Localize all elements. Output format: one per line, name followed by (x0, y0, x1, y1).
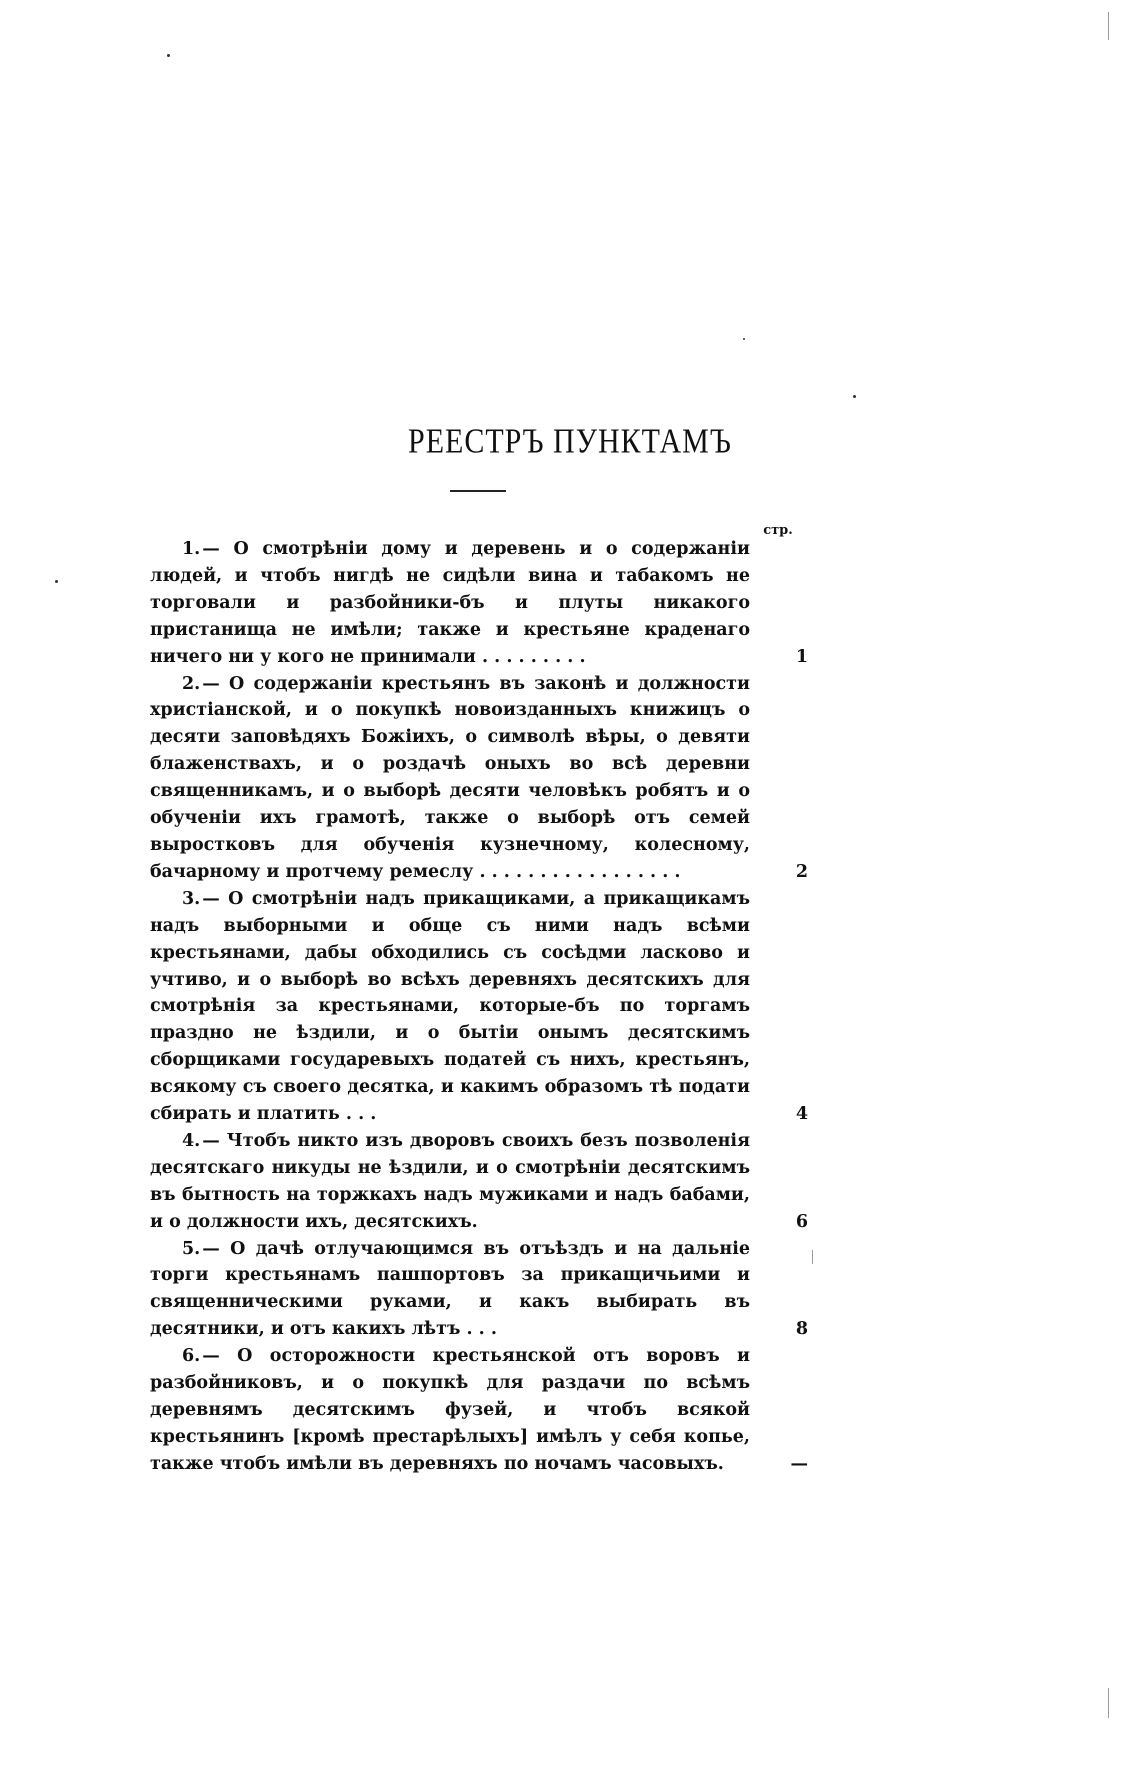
entry-number: 4. (182, 1130, 201, 1151)
contents-list (150, 536, 810, 1478)
contents-entry-4 (150, 1128, 810, 1236)
entry-number: 6. (182, 1346, 201, 1367)
entry-number: 5. (182, 1238, 201, 1259)
contents-entry-5 (150, 1236, 810, 1344)
contents-entry-3 (150, 886, 810, 1128)
scan-margin-mark (812, 1250, 813, 1264)
entry-page-number: 6 (795, 1211, 808, 1232)
page-title: РЕЕСТРЪ ПУНКТАМЪ (408, 422, 732, 461)
contents-entry-1 (150, 536, 810, 671)
entry-text: — О дачѣ отлучающимся въ отъѣздъ и на дальніе торги крестьянамъ пашпортовъ за прикащичьими и священническими руками, и какъ выбирать въ десятники, и отъ какихъ лѣтъ . . . (150, 1238, 750, 1340)
entry-text: — О содержаніи крестьянъ въ законѣ и должности христіанской, и о покупкѣ новоизданныхъ книжицъ о десяти заповѣдяхъ Божіихъ, о символѣ вѣры, о девяти блаженствахъ, и о роздачѣ оныхъ во всѣ деревни священникамъ, и о выборѣ десяти человѣкъ робятъ и о обученіи ихъ грамотѣ, также о выборѣ отъ семей выростковъ для обученія кузнечному, колесному, бачарному и протчему ремеслу . . . . . . . . . . . . . . . . . (150, 673, 750, 882)
scan-speck (743, 338, 745, 340)
entry-page-number: 4 (795, 1104, 808, 1125)
entry-page-number: 1 (795, 646, 808, 667)
scan-speck (167, 54, 170, 57)
entry-text: — Чтобъ никто изъ дворовъ своихъ безъ позволенія десятскаго никуды не ѣздили, и о смотрѣніи десятскимъ въ бытность на торжкахъ надъ мужиками и надъ бабами, и о должности ихъ, десятскихъ. (150, 1130, 750, 1232)
scan-speck (55, 580, 58, 583)
scan-margin-mark (1108, 12, 1109, 40)
entry-text: — О осторожности крестьянской отъ воровъ и разбойниковъ, и о покупкѣ для раздачи по всѣмъ деревнямъ десятскимъ фузей, и чтобъ всякой крестьянинъ [кромѣ престарѣлыхъ] имѣлъ у себя копье, также чтобъ имѣли въ деревняхъ по ночамъ часовыхъ. (150, 1346, 750, 1474)
entry-number: 3. (182, 888, 201, 909)
entry-text: — О смотрѣніи надъ прикащиками, а прикащикамъ надъ выборными и обще съ ними надъ всѣми крестьянами, дабы обходились съ сосѣдми ласково и учтиво, и о выборѣ во всѣхъ деревняхъ десятскихъ для смотрѣнія за крестьянами, которые-бъ по торгамъ праздно не ѣздили, и о бытіи онымъ десятскимъ сборщиками государевыхъ податей съ нихъ, крестьянъ, всякому съ своего десятка, и какимъ образомъ тѣ подати сбирать и платить . . . (150, 888, 750, 1125)
page-column-header: стр. (763, 523, 793, 538)
entry-page-number: 8 (795, 1319, 808, 1340)
scan-margin-mark (1108, 1688, 1109, 1718)
entry-number: 2. (182, 673, 201, 694)
entry-page-number: — (790, 1453, 808, 1474)
entry-number: 1. (182, 539, 201, 559)
entry-text: — О смотрѣніи дому и деревень и о содержаніи людей, и чтобъ нигдѣ не сидѣли вина и табакомъ не торговали и разбойники-бъ и плуты никакого пристанища не имѣли; также и крестьяне краденаго ничего ни у кого не принимали . . . . . . . . . (150, 539, 750, 667)
scan-speck (853, 395, 856, 398)
contents-entry-6 (150, 1343, 810, 1478)
entry-page-number: 2 (795, 861, 808, 882)
contents-entry-2 (150, 671, 810, 886)
title-divider (450, 490, 506, 492)
